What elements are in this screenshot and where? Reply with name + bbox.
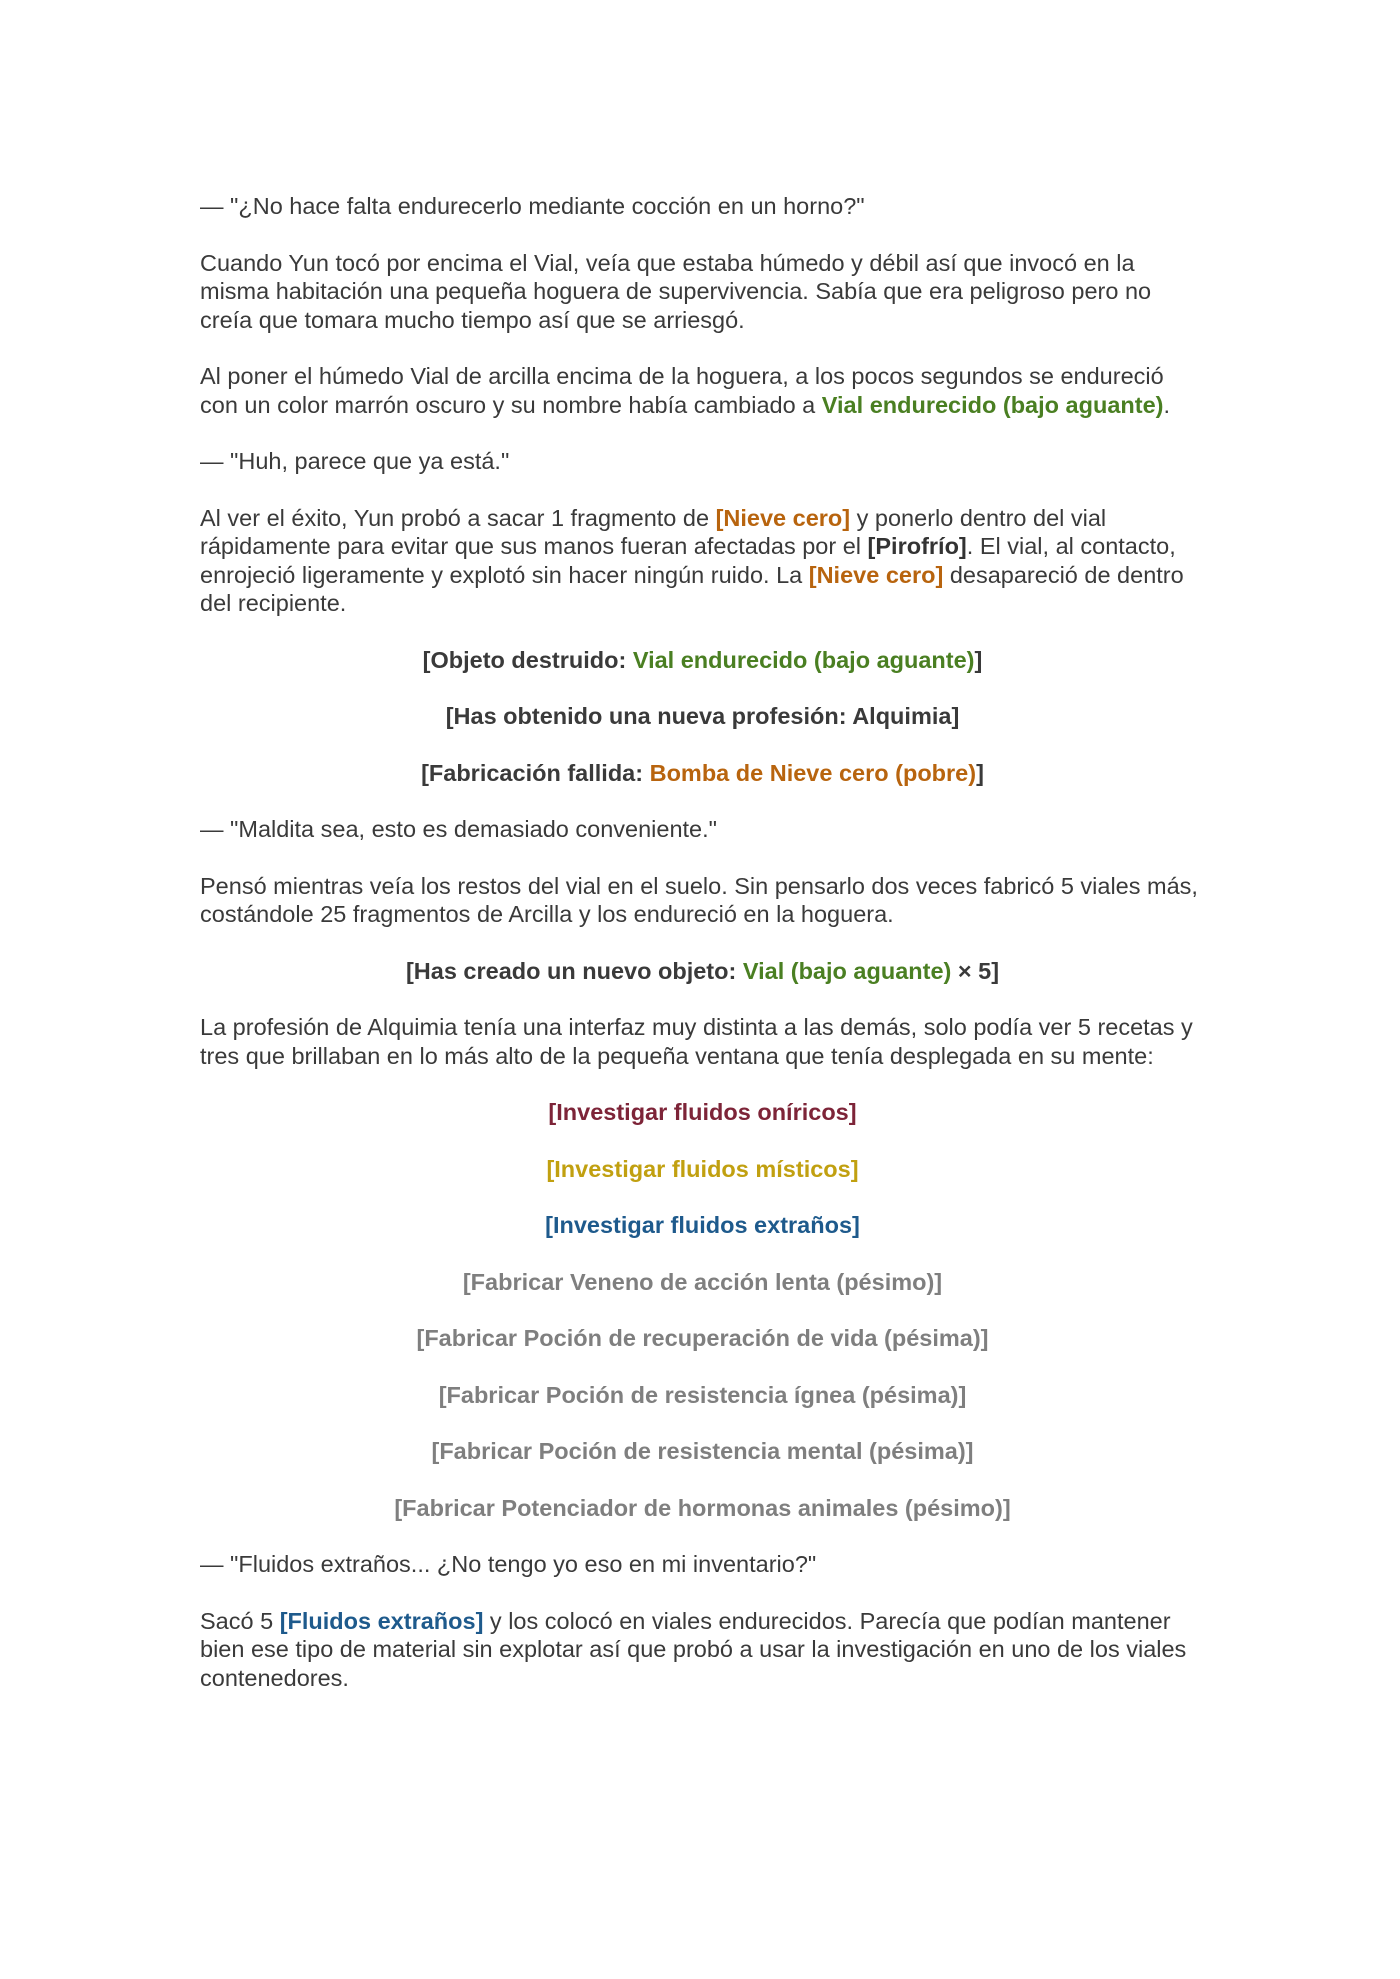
recipe-item: [Fabricar Potenciador de hormonas animales (pésimo)] [394,1494,1011,1521]
system-message [200,646,1205,675]
item-name: Vial endurecido (bajo aguante) [821,391,1164,418]
document-page [200,192,1205,1720]
paragraph: La profesión de Alquimia tenía una interfaz muy distinta a las demás, solo podía ver 5 recetas y tres que brillaban en lo más alto de la pequeña ventana que tenía desplegada en su mente: [200,1014,1193,1069]
dialogue-line: — "Maldita sea, esto es demasiado conveniente." [200,816,717,842]
text-run: . El vial, al contacto, enrojeció ligeramente y explotó sin hacer ningún ruido. La [200,533,1176,588]
system-message: [Has obtenido una nueva profesión: Alquimia] [445,703,960,729]
recipe-item: [Fabricar Poción de resistencia ígnea (pésima)] [438,1381,967,1408]
text-run: ] [976,759,984,786]
dialogue-line: — "Huh, parece que ya está." [200,448,510,474]
item-name: Vial endurecido (bajo aguante) [632,646,975,673]
text-run: y ponerlo dentro del vial rápidamente para evitar que sus manos fueran afectadas por el [200,504,1107,559]
text-run: . [1163,391,1170,418]
system-message [200,759,1205,788]
text-run: Al poner el húmedo Vial de arcilla encima de la hoguera, a los pocos segundos se endureció con un color marrón oscuro y su nombre había cambiado a [200,363,1164,418]
item-name: [Nieve cero] [808,561,944,588]
paragraph [200,362,1205,419]
text-run: × 5] [951,957,1000,984]
dialogue-line: — "Fluidos extraños... ¿No tengo yo eso en mi inventario?" [200,1551,817,1577]
system-message [200,957,1205,986]
paragraph [200,504,1205,618]
item-name: [Nieve cero] [715,504,851,531]
text-run: [Has creado un nuevo objeto: [405,957,743,984]
status-name: [Pirofrío] [867,533,967,559]
recipe-item: [Fabricar Veneno de acción lenta (pésimo)] [462,1268,943,1295]
recipe-item: [Investigar fluidos extraños] [545,1212,860,1238]
recipe-item: [Fabricar Poción de recuperación de vida (pésima)] [416,1325,989,1351]
text-run: desapareció de dentro del recipiente. [200,561,1184,616]
recipe-item: [Investigar fluidos místicos] [546,1155,859,1182]
text-run: Al ver el éxito, Yun probó a sacar 1 fragmento de [200,504,716,531]
item-name: Bomba de Nieve cero (pobre) [649,759,977,786]
dialogue-line: — "¿No hace falta endurecerlo mediante cocción en un horno?" [200,193,865,219]
text-run: [Fabricación fallida: [421,759,650,786]
text-run: ] [974,646,983,673]
text-run: Sacó 5 [200,1607,280,1634]
text-run: [Objeto destruido: [422,646,633,673]
item-name: [Fluidos extraños] [279,1607,484,1634]
paragraph [200,1607,1205,1693]
paragraph: Cuando Yun tocó por encima el Vial, veía que estaba húmedo y débil así que invocó en la misma habitación una pequeña hoguera de supervivencia. Sabía que era peligroso pero no creía que tomara mucho tiempo así que se arriesgó. [200,249,1152,333]
text-run: y los colocó en viales endurecidos. Parecía que podían mantener bien ese tipo de material sin explotar así que probó a usar la investigación en uno de los viales contenedores. [200,1607,1187,1691]
recipe-item: [Fabricar Poción de resistencia mental (pésima)] [431,1438,974,1464]
paragraph: Pensó mientras veía los restos del vial en el suelo. Sin pensarlo dos veces fabricó 5 viales más, costándole 25 fragmentos de Arcilla y los endureció en la hoguera. [200,872,1198,927]
recipe-item: [Investigar fluidos oníricos] [548,1099,857,1125]
item-name: Vial (bajo aguante) [742,957,952,984]
